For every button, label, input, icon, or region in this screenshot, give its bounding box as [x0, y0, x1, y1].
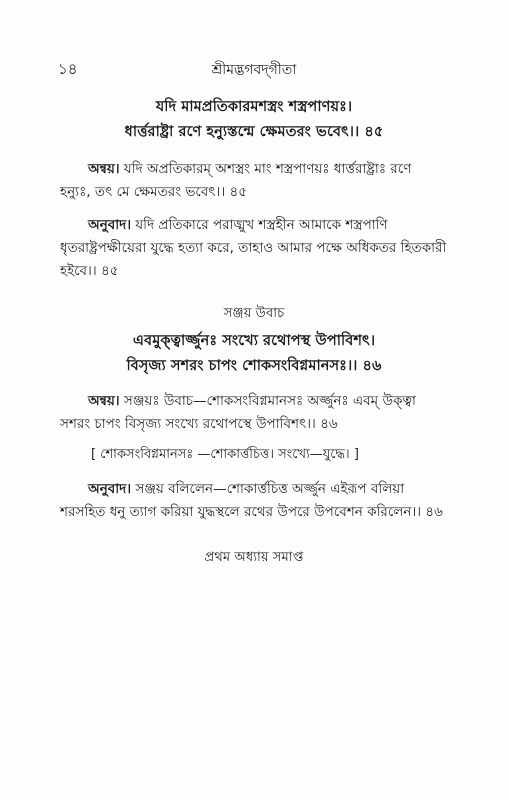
chapter-end-note: প্রথম অধ্যায় সমাপ্ত [204, 550, 304, 565]
running-title: শ্রীমদ্ভগবদ্‌গীতা [211, 62, 297, 78]
anvay-46-line-2: সশরং চাপং বিসৃজ্য সংখ্যে রথোপস্থে উপাবিশৎ।। ৪৬ [60, 416, 338, 432]
anvay-45-line-1 [88, 158, 411, 181]
anubad-46-line-1 [88, 478, 404, 501]
anvay-46-text-1: সঞ্জয়ঃ উবাচ—শোকসংবিগ্নমানসঃ অর্জ্জুনঃ এবম্‌ উক্ত্বা [119, 393, 416, 409]
word-meaning-note: [ শোকসংবিগ্নমানসঃ —শোকার্ত্তচিত্ত। সংখ্যে—যুদ্ধে। ] [91, 447, 359, 462]
anubad-45-text-1: যদি প্রতিকারে পরাঙ্মুখ শস্ত্রহীন আমাকে শস্ত্রপাণি [131, 217, 388, 233]
verse-45-line-1: যদি মামপ্রতিকারমশস্ত্রং শস্ত্রপাণয়ঃ। [155, 98, 353, 115]
anvay-label: অন্বয়। [88, 161, 120, 177]
anvay-label: অন্বয়। [88, 393, 120, 409]
anubad-label: অনুবাদ। [88, 217, 132, 233]
verse-46-line-1: এবমুক্ত্বার্জ্জুনঃ সংখ্যে রথোপস্থ উপাবিশৎ। [132, 332, 376, 349]
anvay-45-text-1: যদি অপ্রতিকারম্‌ অশস্ত্রং মাং শস্ত্রপাণয়ঃ ধার্ত্তরাষ্ট্রাঃ রণে [119, 161, 412, 177]
anvay-45-line-2: হন্যুঃ, তৎ মে ক্ষেমতরং ভবেৎ।। ৪৫ [60, 184, 247, 200]
anubad-label: অনুবাদ। [88, 481, 132, 497]
anubad-45-line-3: হইবে।। ৪৫ [60, 263, 119, 279]
verse-46-line-2: বিসৃজ্য সশরং চাপং শোকসংবিগ্নমানসঃ।। ৪৬ [126, 357, 382, 374]
anubad-45-line-1 [88, 214, 388, 237]
anubad-45-line-2: ধৃতরাষ্ট্রপক্ষীয়েরা যুদ্ধে হত্যা করে, তাহাও আমার পক্ষে অধিকতর হিতকারী [60, 240, 447, 256]
anubad-46-line-2: শরসহিত ধনু ত্যাগ করিয়া যুদ্ধস্থলে রথের উপরে উপবেশন করিলেন।। ৪৬ [60, 504, 443, 520]
verse-45-line-2: ধার্ত্তরাষ্ট্রা রণে হন্যুস্তন্মে ক্ষেমতরং ভবেৎ।। ৪৫ [124, 123, 384, 140]
page-number: ১৪ [58, 60, 78, 78]
sanjay-uvach-heading: সঞ্জয় উবাচ [223, 306, 285, 321]
anvay-46-line-1 [88, 390, 416, 413]
anubad-46-text-1: সঞ্জয় বলিলেন—শোকার্ত্তচিত্ত অর্জ্জুন এইরূপ বলিয়া [131, 481, 405, 497]
